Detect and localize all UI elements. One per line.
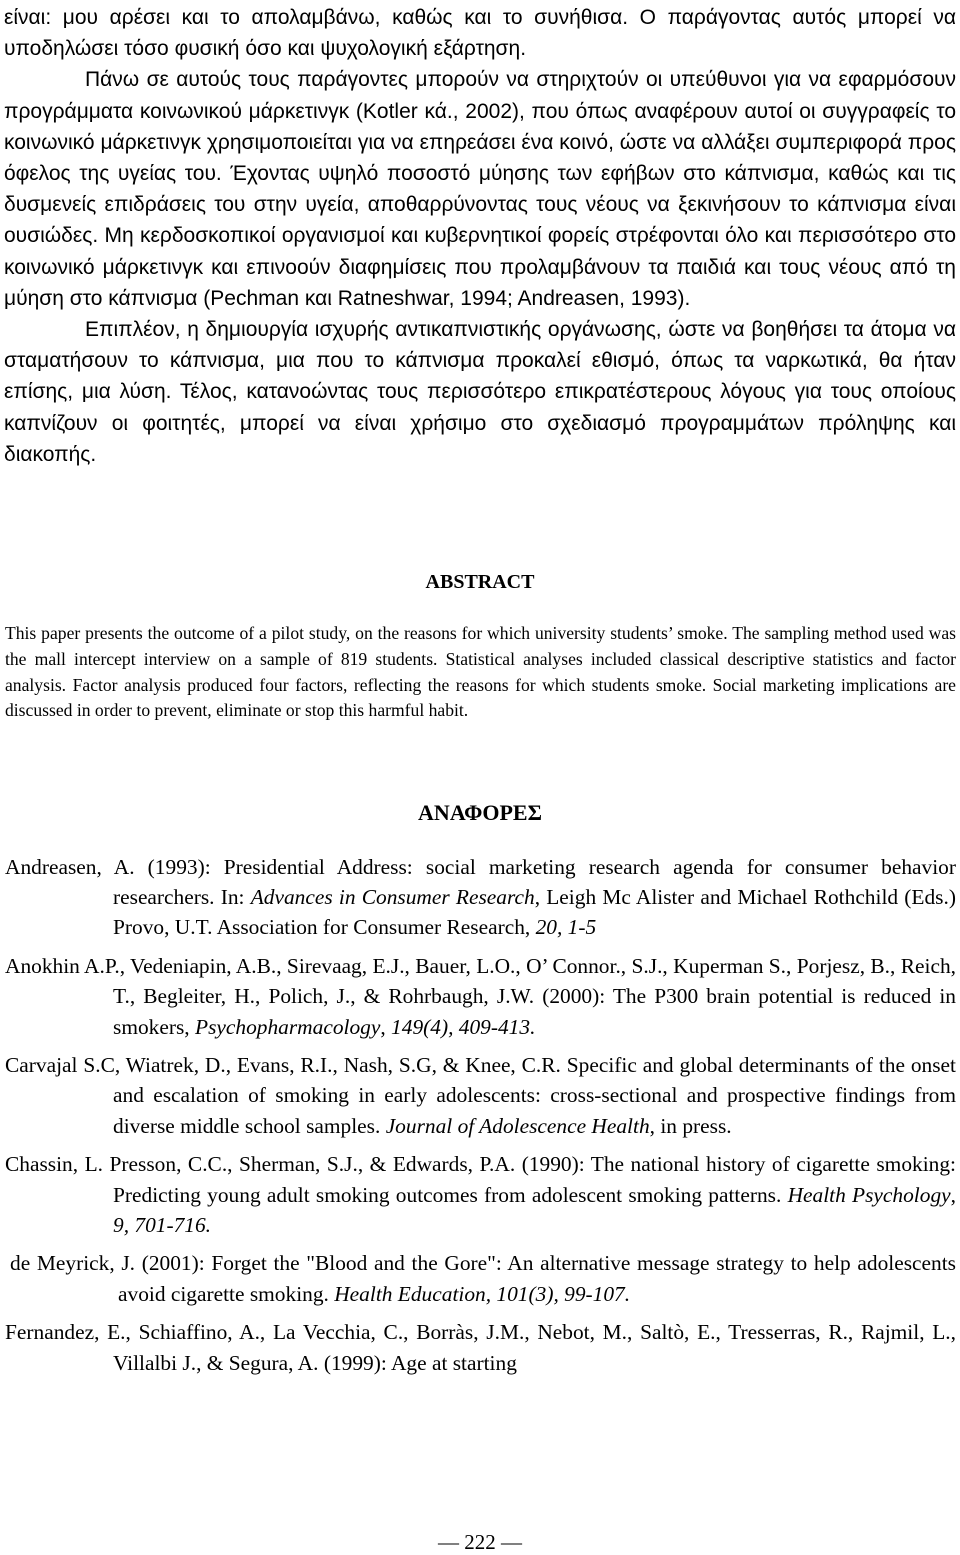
reference-chassin: Chassin, L. Presson, C.C., Sherman, S.J., & Edwards, P.A. (1990): The national history of cigarette smoking: Predicting young adult smoking outcomes from adolescent smoking patterns. Health Psychology, 9, 701-716. xyxy=(5,1152,956,1237)
abstract-body: This paper presents the outcome of a pilot study, on the reasons for which university students’ smoke. The sampling method used was the mall intercept interview on a sample of 819 students. Statistical analyses included classical descriptive statistics and factor analysis. Factor analysis produced four factors, reflecting the reasons for which students smoke. Social marketing implications are discussed in order to prevent, eliminate or stop this harmful habit. xyxy=(5,623,956,721)
reference-de-meyrick: de Meyrick, J. (2001): Forget the "Blood and the Gore": An alternative message strategy to help adolescents avoid cigarette smoking. Health Education, 101(3), 99-107. xyxy=(10,1251,956,1306)
reference-fernandez: Fernandez, E., Schiaffino, A., La Vecchia, C., Borràs, J.M., Nebot, M., Saltò, E., Tresserras, R., Rajmil, L., Villalbi J., & Segura, A. (1999): Age at starting xyxy=(5,1320,956,1375)
references-list xyxy=(5,852,956,1386)
greek-paragraph-1: είναι: μου αρέσει και το απολαμβάνω, καθώς και το συνήθισα. Ο παράγοντας αυτός μπορεί να υποδηλώσει τόσο φυσική όσο και ψυχολογική εξάρτηση. xyxy=(4,6,956,61)
reference-anokhin: Anokhin A.P., Vedeniapin, A.B., Sirevaag, E.J., Bauer, L.O., O’ Connor., S.J., Kuperman S., Porjesz, B., Reich, T., Begleiter, H., Polich, J., & Rohrbaugh, J.W. (2000): The P300 brain potential is reduced in smokers, Psychopharmacology, 149(4), 409-413. xyxy=(5,954,956,1039)
references-heading: ΑΝΑΦΟΡΕΣ xyxy=(418,800,542,825)
abstract-heading: ABSTRACT xyxy=(425,571,535,593)
greek-paragraph-2: Πάνω σε αυτούς τους παράγοντες μπορούν να στηριχτούν οι υπεύθυνοι για να εφαρμόσουν προγράμματα κοινωνικού μάρκετινγκ (Kotler κά., 2002), που όπως αναφέρουν αυτοί οι συγγραφείς το κοινωνικό μάρκετινγκ χρησιμοποιείται για να επηρεάσει ένα κοινό, ώστε να αλλάξει συμπεριφορά προς όφελος της υγείας του. Έχοντας υψηλό ποσοστό μύησης των εφήβων στο κάπνισμα, καθώς και τις δυσμενείς επιδράσεις του στην υγεία, αποθαρρύνοντας τους νέους να ξεκινήσουν το κάπνισμα είναι ουσιώδες. Μη κερδοσκοπικοί οργανισμοί και κυβερνητικοί φορείς στρέφονται όλο και περισσότερο στο κοινωνικό μάρκετινγκ και επινοούν διαφημίσεις που προλαμβάνουν τα παιδιά και τους νέους από τη μύηση στο κάπνισμα (Pechman και Ratneshwar, 1994; Andreasen, 1993). xyxy=(4,68,956,310)
reference-andreasen: Andreasen, A. (1993): Presidential Address: social marketing research agenda for consumer behavior researchers. In: Advances in Consumer Research, Leigh Mc Alister and Michael Rothchild (Eds.) Provo, U.T. Association for Consumer Research, 20, 1-5 xyxy=(5,855,956,940)
reference-carvajal: Carvajal S.C, Wiatrek, D., Evans, R.I., Nash, S.G, & Knee, C.R. Specific and global determinants of the onset and escalation of smoking in early adolescents: cross-sectional and prospective findings from diverse middle school samples. Journal of Adolescence Health, in press. xyxy=(5,1053,956,1138)
greek-paragraph-3: Επιπλέον, η δημιουργία ισχυρής αντικαπνιστικής οργάνωσης, ώστε να βοηθήσει τα άτομα να σταματήσουν το κάπνισμα, μια που το κάπνισμα προκαλεί εθισμό, όπως τα ναρκωτικά, θα ήταν επίσης, μια λύση. Τέλος, κατανοώντας τους περισσότερο επικρατέστερους λόγους για τους οποίους καπνίζουν οι φοιτητές, μπορεί να είναι χρήσιμο στο σχεδιασμό προγραμμάτων πρόληψης και διακοπής. xyxy=(4,318,956,466)
page-number-dash-left: — xyxy=(438,1530,459,1554)
greek-body-text xyxy=(4,2,956,470)
page-number: 222 xyxy=(464,1530,496,1554)
page-number-dash-right: — xyxy=(501,1530,522,1554)
page-footer xyxy=(0,1530,960,1555)
